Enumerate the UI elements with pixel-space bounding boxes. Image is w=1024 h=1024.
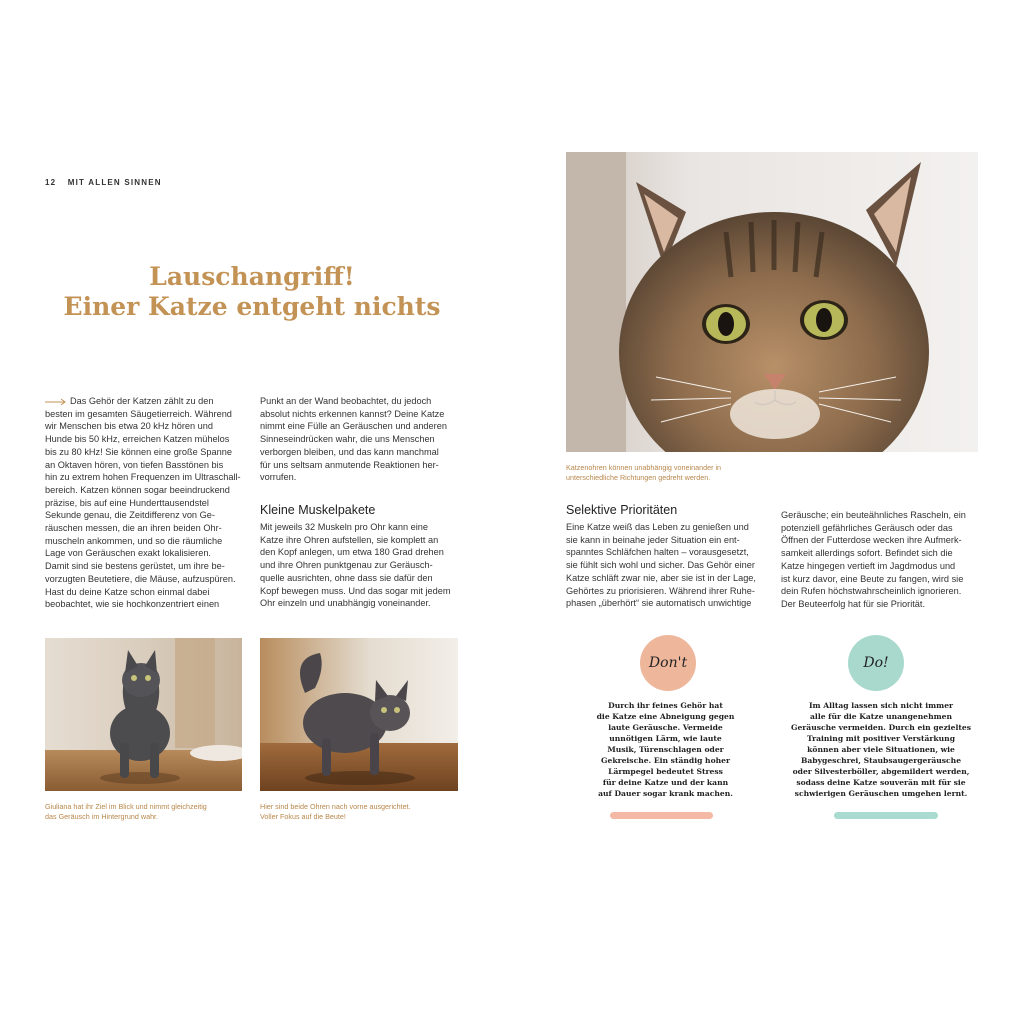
body-line: dein Rufen höchstwahrscheinlich ignorieren. [781, 586, 962, 597]
body-line: beobachtet, wie sie hochkonzentriert einen [45, 599, 220, 610]
body-line: sie kann in beinahe jeder Situation ein ent- [566, 534, 740, 545]
body-line: Das Gehör der Katzen zählt zu den [45, 395, 250, 408]
running-header [45, 178, 162, 187]
body-line: Katze schläft zwar nie, aber sie ist in der Lage, [566, 572, 756, 583]
body-line: potenziell gefährliches Geräusch oder das [781, 522, 953, 533]
tip-line: sodass deine Katze souverän mit für sie [796, 778, 966, 787]
body-line: Gehörtes zu priorisieren. Während ihrer Ruhe- [566, 585, 755, 596]
body-column-2 [260, 395, 465, 484]
body-line: Hast du deine Katze schon einmal dabei [45, 586, 210, 597]
body-line: Geräusche; ein beuteähnliches Rascheln, ein [781, 510, 966, 520]
tip-line: alle für die Katze unangenehmen [810, 712, 952, 721]
caption-line: Giuliana hat ihr Ziel im Blick und nimmt gleichzeitig [45, 802, 207, 811]
tip-line: Training mit positiver Verstärkung [806, 734, 955, 743]
body-line: den Kopf anlegen, um etwa 180 Grad drehen [260, 547, 444, 558]
tip-line: die Katze eine Abneigung gegen [596, 712, 735, 721]
body-column-4 [781, 509, 986, 611]
tip-line: Im Alltag lassen sich nicht immer [808, 701, 954, 710]
body-line: Lage von Geräuschen exakt lokalisieren. [45, 548, 211, 559]
body-line: Punkt an der Wand beobachtet, du jedoch [260, 396, 432, 406]
caption-line: unterschiedliche Richtungen gedreht werden. [566, 473, 711, 483]
body-line: Öffnen der Futterdose wecken ihre Aufmerk- [781, 535, 962, 546]
cat-photo-stalking [260, 638, 458, 791]
page-number: 12 [45, 178, 57, 187]
tip-line: unnötigen Lärm, wie laute [609, 734, 722, 743]
caption-line: Voller Fokus auf die Beute! [260, 812, 346, 822]
tip-line: Musik, Türenschlagen oder [607, 745, 724, 754]
page-title [0, 262, 504, 322]
section-heading: Selektive Prioritäten [566, 503, 678, 517]
arrow-right-icon [45, 398, 67, 406]
do-tip-text [787, 700, 975, 799]
body-line: Sinneseindrücken wahr, die uns Menschen [260, 434, 435, 445]
tip-line: auf Dauer sogar krank machen. [598, 789, 733, 798]
body-line: Katze hingegen vertieft im Jagdmodus und [781, 560, 956, 571]
body-line: Eine Katze weiß das Leben zu genießen und [566, 522, 749, 532]
body-line: nimmt eine Fülle an Geräuschen und anderen [260, 421, 447, 432]
tip-line: Lärmpegel bedeutet Stress [608, 767, 723, 776]
cat-photo-closeup [566, 152, 978, 452]
tip-line: können aber viele Situationen, wie [807, 745, 955, 754]
dont-tip-text [583, 700, 748, 799]
body-line: Kopf bewegen muss. Und das sogar mit jedem [260, 585, 451, 596]
tip-line: laute Geräusche. Vermeide [608, 723, 723, 732]
body-line: für uns seltsam anmutende Reaktionen her- [260, 459, 439, 470]
body-line: quelle ausrichten, ohne dass sie dafür den [260, 572, 433, 583]
tip-line: oder Silvesterböller, abgemildert werden, [792, 767, 970, 776]
body-line: Ohr einzeln und unabhängig voneinander. [260, 598, 431, 609]
body-line: bis zu 80 kHz! Sie können eine große Spanne [45, 446, 232, 457]
do-brush-stroke [834, 812, 938, 819]
caption-line: Hier sind beide Ohren nach vorne ausgerichtet. [260, 802, 411, 811]
cat-photo-walking [45, 638, 242, 791]
photo-caption-2 [260, 802, 470, 823]
tip-line: für deine Katze und der kann [602, 778, 729, 787]
dont-brush-stroke [610, 812, 713, 819]
body-line: Katze ihre Ohren aufstellen, sie komplett an [260, 534, 439, 545]
body-line: sie fühlt sich wohl und sicher. Das Gehör einer [566, 560, 755, 571]
body-line: absolut nichts erkennen kannst? Deine Katze [260, 408, 445, 419]
body-line: vorrufen. [260, 472, 297, 483]
body-line: und ihre Ohren punktgenau zur Geräusch- [260, 560, 433, 571]
body-line: wir Menschen bis etwa 20 kHz hören und [45, 421, 214, 432]
body-line: bereich. Katzen können sogar beeindruckend [45, 484, 230, 495]
body-line: an Oktaven hören, von tiefen Basstönen bis [45, 459, 224, 470]
body-line: ist kurz davor, eine Beute zu fangen, wird sie [781, 573, 964, 584]
photo-caption-1 [45, 802, 255, 823]
do-label: Do! [863, 655, 889, 671]
body-line: vorzugten Beutetiere, die Mäuse, aufzuspüren. [45, 573, 236, 584]
tip-line: Babygeschrei, Staubsaugergeräusche [800, 756, 962, 765]
body-line: spanntes Schläfchen halten – vorausgesetzt, [566, 547, 749, 558]
body-line: Damit sind sie bestens gerüstet, um ihre be- [45, 561, 225, 572]
caption-line: das Geräusch im Hintergrund wahr. [45, 812, 159, 822]
tip-line: schwierigen Geräuschen umgehen lernt. [794, 789, 968, 798]
dont-label: Don't [648, 655, 688, 671]
photo-caption-main [566, 463, 826, 484]
body-line: samkeit allerdings sofort. Befindet sich die [781, 548, 953, 559]
title-line-1: Lauschangriff! [149, 262, 355, 291]
body-column-1 [45, 395, 250, 611]
body-line: besten im gesamten Säugetierreich. Während [45, 408, 232, 419]
body-line: hin zu extrem hohen Frequenzen im Ultraschall- [45, 472, 241, 483]
body-line: Sekunde genau, die Zeitdifferenz von Ge- [45, 510, 215, 521]
body-line: verborgen bleiben, und das kann manchmal [260, 446, 439, 457]
body-line: muscheln ankommen, und so die räumliche [45, 535, 223, 546]
body-line: präzise, bis auf eine Hunderttausendstel [45, 497, 209, 508]
body-line: phasen „überhört“ sie automatisch unwichtige [566, 598, 752, 609]
do-badge [848, 635, 904, 691]
section-heading: Kleine Muskelpakete [260, 503, 376, 517]
caption-line: Katzenohren können unabhängig voneinander in [566, 463, 722, 472]
body-line: räuschen messen, die an ihren beiden Ohr- [45, 523, 222, 534]
section-selektive-prioritaeten [566, 503, 776, 610]
body-line: Der Beuteerfolg hat für sie Priorität. [781, 598, 926, 609]
section-title: MIT ALLEN SINNEN [67, 178, 162, 187]
body-line: Mit jeweils 32 Muskeln pro Ohr kann eine [260, 522, 429, 532]
body-line: Hunde bis 50 kHz, erreichen Katzen mühelos [45, 434, 230, 445]
title-line-2: Einer Katze entgeht nichts [63, 292, 441, 321]
tip-line: Durch ihr feines Gehör hat [608, 701, 723, 710]
section-kleine-muskelpakete [260, 503, 470, 610]
dont-badge [640, 635, 696, 691]
tip-line: Gekreische. Ein ständig hoher [601, 756, 730, 765]
tip-line: Geräusche vermeiden. Durch ein gezieltes [790, 723, 972, 732]
